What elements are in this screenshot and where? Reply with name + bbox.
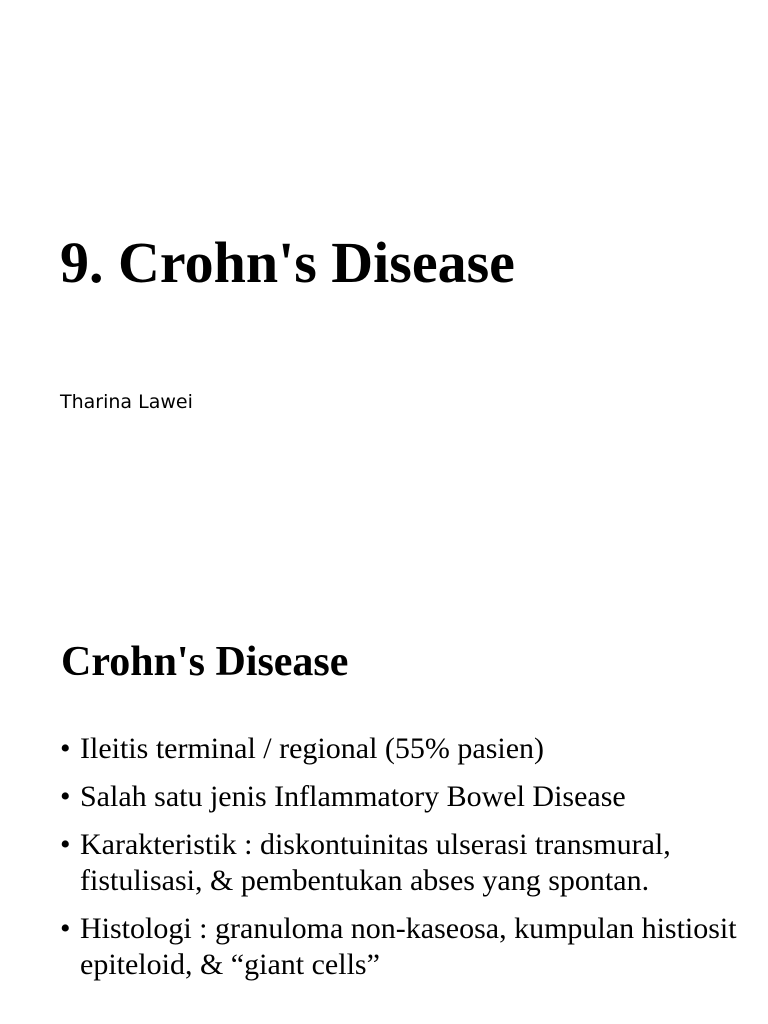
- bullet-text: Ileitis terminal / regional (55% pasien): [80, 732, 545, 765]
- bullet-icon: •: [60, 912, 71, 945]
- bullet-item: [60, 911, 750, 983]
- slide-title: 9. Crohn's Disease: [60, 230, 515, 295]
- bullet-text: Salah satu jenis Inflammatory Bowel Disease: [80, 780, 626, 813]
- bullet-item: [60, 731, 750, 767]
- bullet-icon: •: [60, 780, 71, 813]
- bullet-icon: •: [60, 732, 71, 765]
- bullet-item: [60, 827, 750, 899]
- bullet-text: Histologi : granuloma non-kaseosa, kumpulan histiosit epiteloid, & “giant cells”: [80, 912, 737, 981]
- content-slide-title: Crohn's Disease: [61, 639, 349, 685]
- bullet-text: Karakteristik : diskontuinitas ulserasi transmural, fistulisasi, & pembentukan abses yang spontan.: [80, 828, 671, 897]
- bullet-icon: •: [60, 828, 71, 861]
- slide-subtitle-author: Tharina Lawei: [60, 391, 193, 413]
- content-slide: [0, 512, 768, 1024]
- bullet-list: [60, 731, 750, 995]
- bullet-item: [60, 779, 750, 815]
